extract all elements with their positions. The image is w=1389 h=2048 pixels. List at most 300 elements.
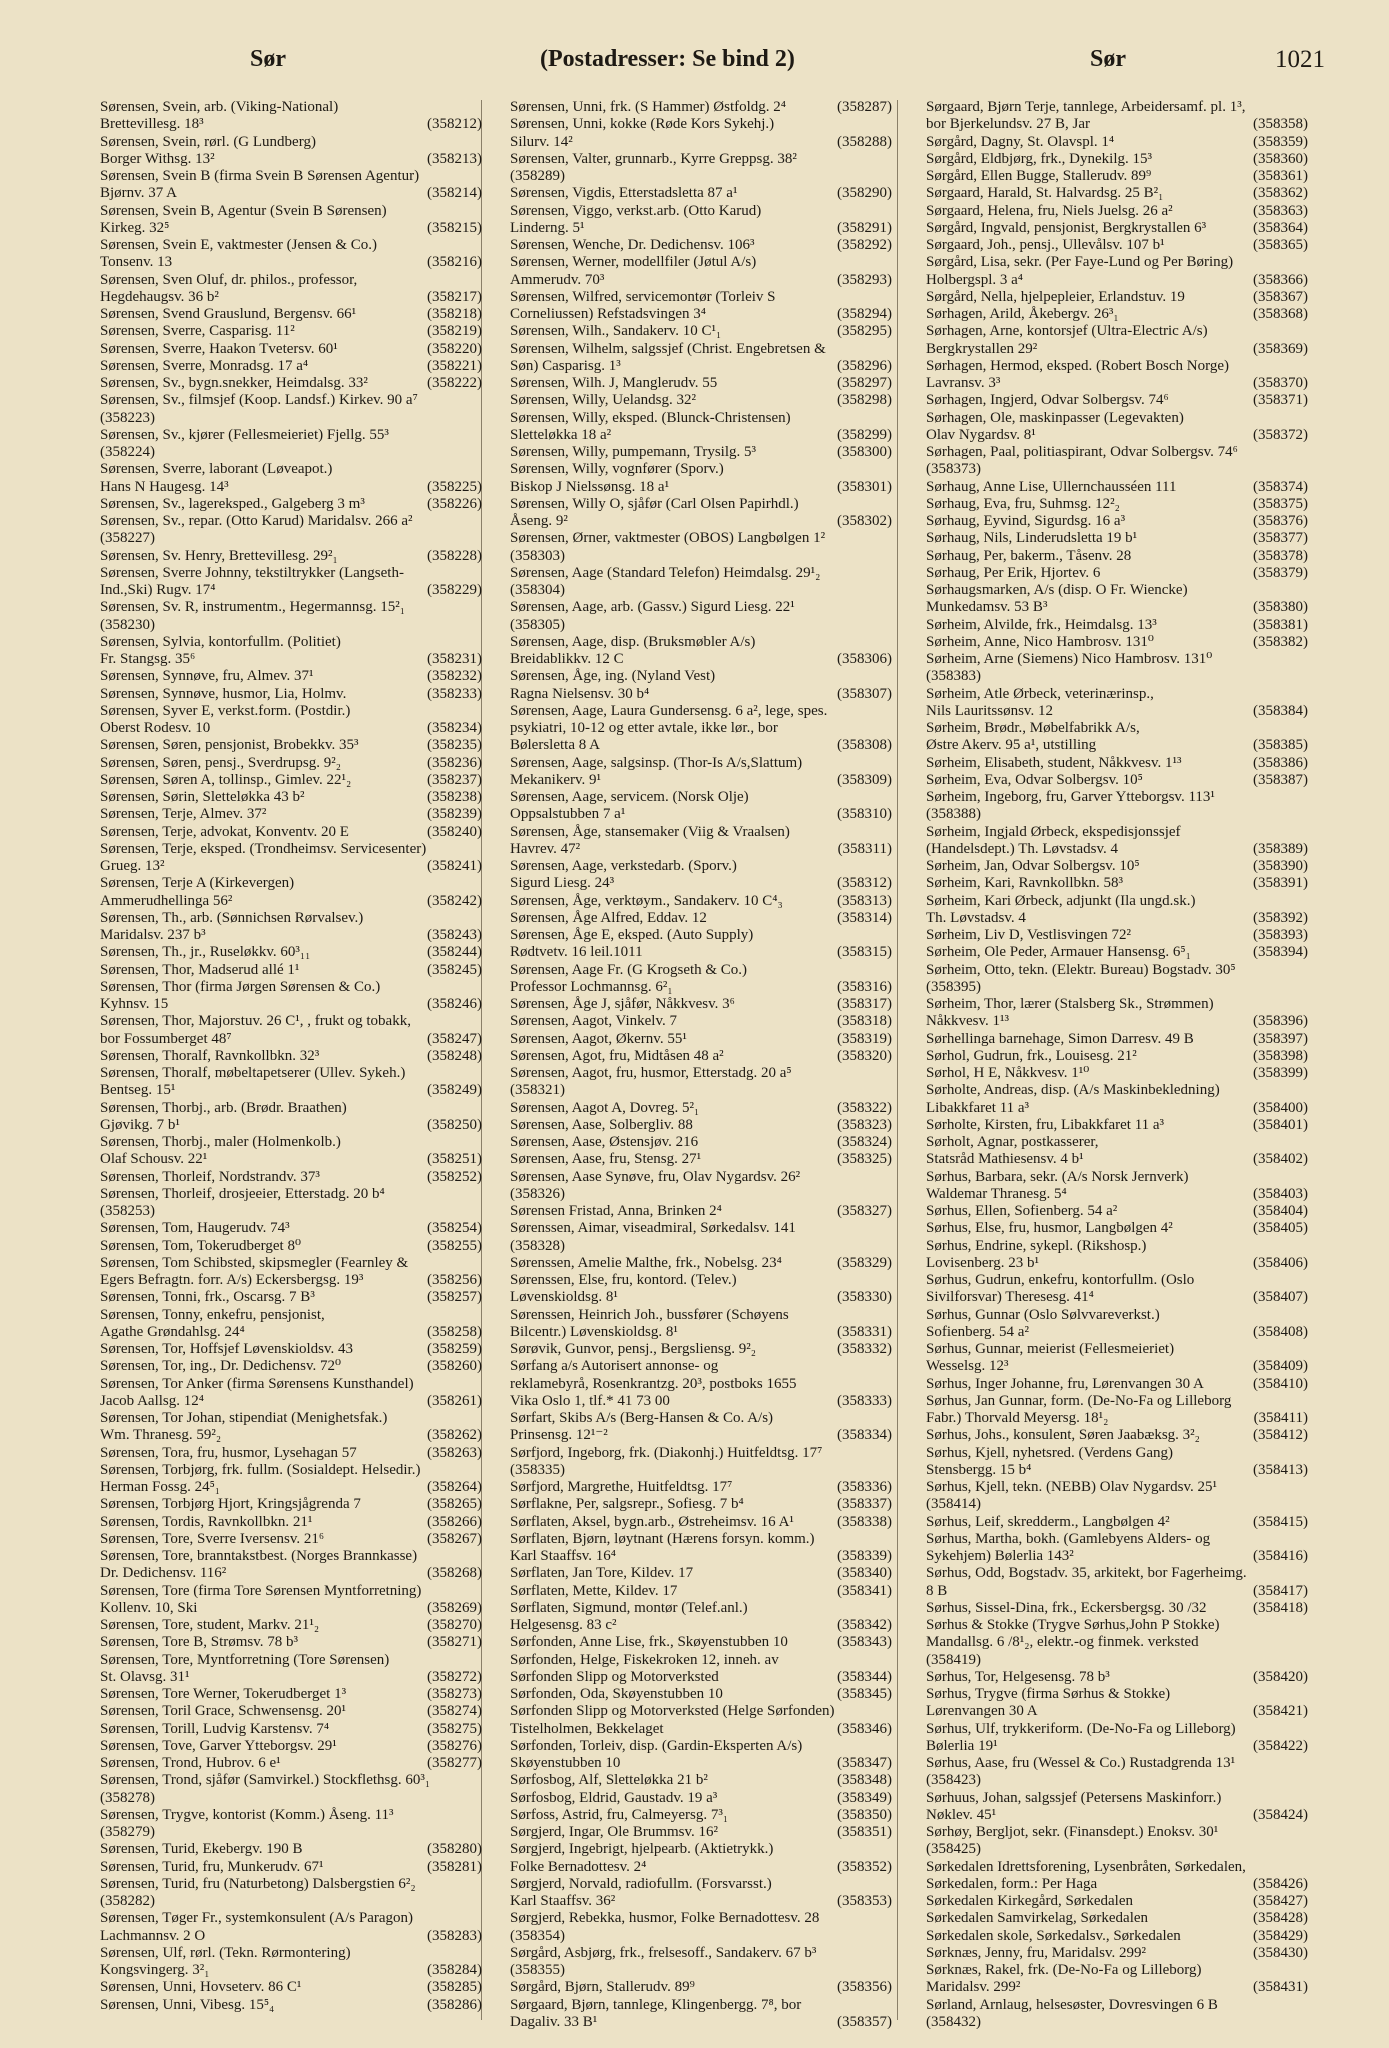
entry-line	[510, 582, 892, 599]
phone-number: (358214)	[427, 185, 482, 202]
phone-number: (358320)	[837, 1047, 892, 1064]
entry-line	[510, 1548, 892, 1565]
entry-line	[100, 1393, 482, 1410]
entry-line	[510, 289, 892, 306]
phone-number: (358338)	[837, 1513, 892, 1530]
entry-text: Sørensen, Viggo, verkst.arb. (Otto Karud)	[510, 202, 762, 219]
entry-text: Sørhus, Gunnar (Oslo Sølvvareverkst.)	[926, 1306, 1160, 1323]
entry-line	[926, 496, 1308, 513]
entry-line	[510, 1272, 892, 1289]
phone-number: (358238)	[427, 789, 482, 805]
phone-number: (358276)	[427, 1737, 482, 1754]
directory-entry	[74, 686, 482, 703]
phone-number: (358312)	[837, 875, 892, 892]
entry-line	[100, 548, 482, 565]
phone-number: (358393)	[1253, 927, 1308, 943]
entry-line	[100, 1859, 482, 1876]
phone-number: (358296)	[837, 357, 892, 374]
entry-text: Sørensen, Aage, arb. (Gassv.) Sigurd Liesg. 22¹	[510, 599, 795, 616]
entry-line	[926, 1703, 1308, 1720]
entry-line	[100, 254, 482, 271]
entry-line	[510, 1324, 892, 1341]
entry-text: Sørensen, Thor, Madserud allé 1¹	[100, 961, 300, 978]
entry-text: Sørensen, Ulf, rørl. (Tekn. Rørmontering)	[100, 1944, 351, 1961]
entry-line	[926, 651, 1308, 668]
entry-line	[100, 1841, 482, 1858]
directory-entry	[484, 1341, 892, 1358]
entry-line	[510, 1617, 892, 1634]
entry-line	[926, 875, 1308, 892]
entry-line	[926, 1427, 1308, 1444]
phone-number: (358410)	[1253, 1375, 1308, 1392]
entry-line	[100, 1151, 482, 1168]
phone-number: (358264)	[427, 1479, 482, 1495]
entry-text: (358373)	[926, 461, 981, 478]
entry-text: (358383)	[926, 668, 981, 685]
entry-text: Sørheim, Ingeborg, fru, Garver Ytteborgsv. 113¹	[926, 789, 1215, 805]
phone-number: (358222)	[427, 375, 482, 391]
phone-number: (358272)	[427, 1668, 482, 1685]
entry-line	[510, 151, 892, 168]
entry-line	[510, 1496, 892, 1513]
directory-entry	[484, 824, 892, 859]
entry-text: Olav Nygardsv. 8¹	[926, 426, 1036, 443]
entry-line	[510, 996, 892, 1013]
directory-entry	[900, 1531, 1308, 1566]
entry-text: Sørhus, Johs., konsulent, Søren Jaabæksg. 3²₂	[926, 1427, 1200, 1444]
entry-line	[510, 496, 892, 513]
entry-text: Sørensen, Th., jr., Ruseløkkv. 60³₁₁	[100, 944, 311, 961]
entry-text: Sørhagen, Arild, Åkebergv. 26³₁	[926, 306, 1119, 322]
entry-line	[926, 530, 1308, 547]
directory-entry	[74, 910, 482, 945]
entry-line	[100, 1186, 482, 1203]
phone-number: (358385)	[1253, 737, 1308, 754]
phone-number: (358259)	[427, 1341, 482, 1357]
phone-number: (358416)	[1253, 1548, 1308, 1564]
directory-entry	[74, 1307, 482, 1342]
directory-entry	[74, 944, 482, 961]
entry-line	[510, 1790, 892, 1807]
directory-entry	[74, 1772, 482, 1807]
phone-number: (358262)	[427, 1427, 482, 1444]
directory-entry	[900, 1220, 1308, 1237]
entry-text: Mandallsg. 6 /8¹₂, elektr.-og finmek. verksted	[926, 1634, 1199, 1651]
entry-line	[100, 306, 482, 323]
phone-number: (358353)	[837, 1893, 892, 1909]
entry-text: Sørhus, Else, fru, husmor, Langbølgen 4²	[926, 1220, 1173, 1237]
entry-line	[510, 910, 892, 927]
directory-entry	[900, 1790, 1308, 1825]
directory-entry	[74, 875, 482, 910]
entry-text: Waldemar Thranesg. 5⁴	[926, 1185, 1067, 1202]
entry-line	[926, 1772, 1308, 1789]
entry-text: Sørgård, Ingvald, pensjonist, Bergkrystallen 6³	[926, 219, 1207, 236]
entry-line	[510, 893, 892, 910]
entry-text: Havrev. 47²	[510, 840, 581, 857]
phone-number: (358232)	[427, 668, 482, 685]
directory-entry	[484, 1151, 892, 1168]
entry-text: Sivilforsvar) Theresesg. 41⁴	[926, 1289, 1094, 1306]
phone-number: (358399)	[1253, 1065, 1308, 1081]
directory-entry	[900, 651, 1308, 686]
phone-number: (358380)	[1253, 599, 1308, 616]
entry-text: Sørgaard, Harald, St. Halvardsg. 25 B²₁	[926, 185, 1164, 202]
phone-number: (358389)	[1253, 840, 1308, 857]
entry-line	[926, 1324, 1308, 1341]
entry-text: Sørensen, Thorbj., maler (Holmenkolb.)	[100, 1134, 341, 1150]
entry-line	[926, 1410, 1308, 1427]
phone-number: (358342)	[837, 1617, 892, 1633]
entry-text: Sørensen, Ørner, vaktmester (OBOS) Langbølgen 1²	[510, 530, 826, 547]
entry-line	[926, 1376, 1308, 1393]
directory-entry	[484, 375, 892, 392]
directory-entry	[484, 323, 892, 340]
phone-number: (358235)	[427, 737, 482, 754]
entry-line	[100, 858, 482, 875]
entry-line	[510, 1427, 892, 1444]
entry-text: Sørensen, Tove, Garver Ytteborgsv. 29¹	[100, 1737, 337, 1754]
directory-entry	[74, 824, 482, 841]
phone-number: (358406)	[1253, 1254, 1308, 1271]
entry-text: Karl Staaffsv. 36²	[510, 1893, 616, 1909]
directory-entry	[900, 1997, 1308, 2030]
phone-number: (358347)	[837, 1755, 892, 1771]
entry-line	[510, 185, 892, 202]
entry-text: Sørflaten, Mette, Kildev. 17	[510, 1582, 678, 1599]
phone-number: (358239)	[427, 806, 482, 823]
entry-line	[510, 806, 892, 823]
entry-text: Biskop J Nielssønsg. 18 a¹	[510, 478, 670, 495]
column-1	[74, 99, 482, 2029]
entry-line	[100, 875, 482, 892]
phone-number: (358398)	[1253, 1047, 1308, 1064]
directory-entry	[900, 151, 1308, 168]
phone-number: (358377)	[1253, 530, 1308, 547]
phone-number: (358427)	[1253, 1893, 1308, 1909]
entry-line	[510, 634, 892, 651]
entry-text: Sørensen, Sven Oluf, dr. philos., professor,	[100, 271, 358, 288]
entry-text: Sørheim, Jan, Odvar Solbergsv. 10⁵	[926, 858, 1140, 874]
entry-text: Sørensen, Synnøve, fru, Almev. 37¹	[100, 668, 314, 685]
phone-number: (358257)	[427, 1289, 482, 1306]
entry-text: Sørensen, Willy, pumpemann, Trysilg. 5³	[510, 444, 756, 460]
phone-number: (358360)	[1253, 150, 1308, 167]
entry-text: Sørøvik, Gunvor, pensj., Bergsliensg. 9²₂	[510, 1341, 756, 1357]
entry-text: Sørfang a/s Autorisert annonse- og	[510, 1358, 719, 1375]
directory-entry	[900, 996, 1308, 1031]
entry-text: (358304)	[510, 582, 565, 598]
entry-line	[510, 341, 892, 358]
directory-entry	[484, 703, 892, 755]
entry-text: Sørhus, Kjell, tekn. (NEBB) Olav Nygardsv. 25¹	[926, 1479, 1217, 1495]
directory-entry	[900, 565, 1308, 582]
phone-number: (358306)	[837, 651, 892, 667]
entry-text: Sørgård, Asbjørg, frk., frelsesoff., Sandakerv. 67 b³	[510, 1944, 817, 1961]
entry-line	[926, 755, 1308, 772]
phone-number: (358241)	[427, 858, 482, 874]
entry-text: Åseng. 9²	[510, 513, 568, 529]
entry-text: Sørensen, Åge, ing. (Nyland Vest)	[510, 668, 716, 685]
entry-text: Oberst Rodesv. 10	[100, 720, 211, 736]
entry-text: Sørensen, Terje A (Kirkevergen)	[100, 875, 295, 892]
phone-number: (358371)	[1253, 392, 1308, 409]
entry-text: Lavransv. 3³	[926, 375, 1001, 391]
entry-line	[510, 737, 892, 754]
entry-line	[100, 996, 482, 1013]
entry-text: Sørgaard, Bjørn, tannlege, Klingenbergg. 7⁸, bor	[510, 1996, 802, 2013]
entry-text: St. Olavsg. 31¹	[100, 1668, 190, 1685]
entry-text: Munkedamsv. 53 B³	[926, 599, 1048, 616]
entry-line	[100, 168, 482, 185]
entry-text: Sørensen, Unni, frk. (S Hammer) Østfoldg. 2⁴	[510, 99, 787, 115]
directory-entry	[900, 444, 1308, 479]
directory-entry	[74, 1289, 482, 1306]
entry-line	[926, 1962, 1308, 1979]
directory-entry	[900, 1427, 1308, 1444]
phone-number: (358234)	[427, 720, 482, 736]
entry-line	[510, 392, 892, 409]
directory-entry	[900, 479, 1308, 496]
entry-text: Sørensen, Trond, sjåfør (Samvirkel.) Stockflethsg. 60³₁	[100, 1772, 431, 1789]
directory-entry	[74, 1634, 482, 1651]
phone-number: (358336)	[837, 1479, 892, 1495]
entry-text: Sørfoss, Astrid, fru, Calmeyersg. 7³₁	[510, 1806, 729, 1823]
directory-entry	[74, 272, 482, 307]
entry-line	[100, 1548, 482, 1565]
phone-number: (358318)	[837, 1013, 892, 1030]
phone-number: (358260)	[427, 1358, 482, 1375]
directory-entry	[484, 927, 892, 962]
entry-text: Ammerudv. 70³	[510, 271, 605, 288]
entry-text: Sørgjerd, Ingar, Ole Brummsv. 16²	[510, 1824, 719, 1840]
entry-line	[926, 1134, 1308, 1151]
entry-line	[510, 1100, 892, 1117]
entry-line	[926, 1548, 1308, 1565]
phone-number: (358283)	[427, 1927, 482, 1944]
entry-line	[100, 530, 482, 547]
entry-line	[926, 858, 1308, 875]
phone-number: (358298)	[837, 392, 892, 409]
entry-line	[510, 1893, 892, 1910]
entry-text: Sørensen, Sv., kjører (Fellesmeieriet) Fjellg. 55³	[100, 426, 389, 443]
directory-entry	[74, 323, 482, 340]
entry-line	[510, 651, 892, 668]
phone-number: (358277)	[427, 1755, 482, 1771]
directory-entry	[484, 910, 892, 927]
directory-entry	[484, 341, 892, 376]
entry-line	[926, 1065, 1308, 1082]
directory-entry	[484, 1565, 892, 1582]
entry-line	[926, 1082, 1308, 1099]
entry-text: Sørensen, Søren, pensj., Sverdrupsg. 9²₂	[100, 754, 341, 771]
phone-number: (358404)	[1253, 1203, 1308, 1219]
entry-text: Sørhellinga barnehage, Simon Darresv. 49 B	[926, 1030, 1194, 1047]
entry-text: (358425)	[926, 1841, 981, 1858]
entry-line	[926, 1272, 1308, 1289]
directory-entry	[484, 392, 892, 409]
phone-number: (358311)	[837, 840, 892, 857]
entry-line	[510, 1945, 892, 1962]
entry-text: Kollenv. 10, Ski	[100, 1599, 198, 1616]
phone-number: (358285)	[427, 1979, 482, 1996]
phone-number: (358249)	[427, 1082, 482, 1099]
entry-text: Bølerlia 19¹	[926, 1737, 998, 1754]
entry-text: Sørfonden, Torleiv, disp. (Gardin-Eksperten A/s)	[510, 1737, 803, 1754]
directory-entry	[74, 1652, 482, 1687]
entry-line	[926, 254, 1308, 271]
running-head-right: Sør	[1090, 46, 1126, 72]
entry-text: Gjøvikg. 7 b¹	[100, 1116, 180, 1133]
entry-line	[926, 1565, 1308, 1582]
entry-text: Sørheim, Eva, Odvar Solbergsv. 10⁵	[926, 771, 1143, 788]
entry-line	[926, 151, 1308, 168]
directory-entry	[74, 962, 482, 979]
directory-entry	[484, 1634, 892, 1651]
entry-text: (358419)	[926, 1651, 981, 1668]
entry-text: Sørensen, Aagot, Økernv. 55¹	[510, 1030, 687, 1047]
entry-line	[510, 220, 892, 237]
entry-text: Bentseg. 15¹	[100, 1082, 176, 1099]
entry-line	[100, 1910, 482, 1927]
entry-line	[926, 582, 1308, 599]
entry-text: Sørgaard, Joh., pensj., Ullevålsv. 107 b¹	[926, 237, 1165, 253]
directory-entry	[900, 720, 1308, 755]
entry-line	[510, 530, 892, 547]
phone-number: (358313)	[837, 892, 892, 909]
page-number: 1021	[1275, 46, 1325, 73]
entry-text: Sørensen, Thor (firma Jørgen Sørensen & Co.)	[100, 978, 381, 995]
entry-line	[510, 824, 892, 841]
entry-text: Sørensen, Tore, student, Markv. 21¹₂	[100, 1617, 320, 1633]
phone-number: (358294)	[837, 306, 892, 322]
entry-line	[510, 1169, 892, 1186]
entry-text: Stensbergg. 15 b⁴	[926, 1461, 1032, 1478]
entry-text: Sørheim, Ole Peder, Armauer Hansensg. 6⁵₁	[926, 944, 1191, 961]
entry-line	[100, 513, 482, 530]
directory-entry	[484, 1117, 892, 1134]
entry-line	[100, 806, 482, 823]
entry-text: (358328)	[510, 1237, 565, 1254]
entry-text: Ammerudhellinga 56²	[100, 892, 233, 909]
entry-line	[100, 1289, 482, 1306]
directory-entry	[484, 1445, 892, 1480]
directory-entry	[74, 99, 482, 134]
entry-line	[100, 1031, 482, 1048]
entry-text: Sørhus, Trygve (firma Sørhus & Stokke)	[926, 1686, 1171, 1702]
entry-text: Prinsensg. 12¹⁻²	[510, 1427, 608, 1444]
entry-line	[100, 1324, 482, 1341]
entry-text: Sørensen, Sverre, laborant (Løveapot.)	[100, 461, 333, 478]
phone-number: (358415)	[1253, 1513, 1308, 1530]
entry-text: Sørensen, Thorleif, Nordstrandv. 37³	[100, 1168, 320, 1185]
directory-entry	[900, 582, 1308, 617]
entry-text: Sørheim, Elisabeth, student, Nåkkvesv. 1¹³	[926, 754, 1182, 771]
entry-line	[926, 220, 1308, 237]
phone-number: (358333)	[837, 1392, 892, 1409]
entry-line	[926, 824, 1308, 841]
directory-entry	[74, 1169, 482, 1186]
entry-text: Sørensen, Sv., bygn.snekker, Heimdalsg. 33²	[100, 375, 368, 391]
directory-entry	[484, 565, 892, 600]
entry-text: Bergkrystallen 29²	[926, 340, 1038, 357]
directory-entry	[484, 1945, 892, 1980]
phone-number: (358340)	[837, 1565, 892, 1582]
directory-entry	[74, 203, 482, 238]
directory-entry	[900, 254, 1308, 289]
directory-entry	[900, 1376, 1308, 1393]
directory-entry	[74, 1721, 482, 1738]
phone-number: (358309)	[837, 771, 892, 788]
phone-number: (358409)	[1253, 1358, 1308, 1375]
directory-entry	[74, 1065, 482, 1100]
directory-entry	[900, 1117, 1308, 1134]
phone-number: (358237)	[427, 771, 482, 788]
entry-text: Sørensen, Tore, Myntforretning (Tore Sørensen)	[100, 1651, 390, 1668]
directory-entry	[484, 289, 892, 324]
entry-text: Sørensen, Tøger Fr., systemkonsulent (A/s Paragon)	[100, 1910, 414, 1927]
entry-line	[100, 755, 482, 772]
entry-line	[926, 1186, 1308, 1203]
directory-entry	[74, 1686, 482, 1703]
phone-number: (358396)	[1253, 1013, 1308, 1030]
entry-text: Sørensen, Torbjørg Hjort, Kringsjågrenda 7	[100, 1496, 361, 1513]
entry-text: Sørhus & Stokke (Trygve Sørhus,John P Stokke)	[926, 1617, 1220, 1633]
directory-entry	[74, 1548, 482, 1583]
entry-text: (358414)	[926, 1496, 981, 1513]
phone-number: (358341)	[837, 1582, 892, 1599]
entry-text: Sørhus, Martha, bokh. (Gamlebyens Alders- og	[926, 1530, 1211, 1547]
entry-line	[100, 927, 482, 944]
entry-line	[926, 806, 1308, 823]
entry-text: Sørheim, Liv D, Vestlisvingen 72²	[926, 927, 1132, 943]
directory-entry	[900, 1910, 1308, 1927]
entry-line	[926, 668, 1308, 685]
entry-line	[100, 1272, 482, 1289]
entry-line	[100, 703, 482, 720]
directory-entry	[484, 1013, 892, 1030]
phone-number: (358412)	[1253, 1427, 1308, 1444]
directory-entry	[74, 1341, 482, 1358]
entry-text: Sørensen, Wenche, Dr. Dedichensv. 106³	[510, 237, 755, 253]
entry-line	[100, 1376, 482, 1393]
phone-number: (358256)	[427, 1272, 482, 1288]
entry-text: Sørensen, Aage, verkstedarb. (Sporv.)	[510, 858, 737, 874]
entry-line	[510, 1134, 892, 1151]
entry-text: Sørheim, Kari Ørbeck, adjunkt (Ila ungd.sk.)	[926, 892, 1196, 909]
entry-line	[926, 1997, 1308, 2014]
directory-entry	[900, 1721, 1308, 1756]
directory-entry	[74, 1376, 482, 1411]
directory-entry	[484, 1479, 892, 1496]
entry-text: Sørkedalen Samvirkelag, Sørkedalen	[926, 1910, 1149, 1927]
entry-text: Sørhagen, Ole, maskinpasser (Legevakten)	[926, 409, 1184, 426]
directory-entry	[900, 392, 1308, 409]
entry-line	[510, 875, 892, 892]
entry-text: Folke Bernadottesv. 2⁴	[510, 1858, 647, 1875]
entry-line	[100, 1634, 482, 1651]
directory-entry	[74, 168, 482, 203]
directory-entry	[484, 1203, 892, 1220]
directory-entry	[900, 1082, 1308, 1117]
entry-text: (358305)	[510, 616, 565, 633]
entry-text: Sørensen, Unni, Hovseterv. 86 C¹	[100, 1979, 302, 1996]
entry-line	[100, 1669, 482, 1686]
entry-line	[926, 1531, 1308, 1548]
phone-number: (358350)	[837, 1806, 892, 1823]
entry-text: Sørensen, Sverre, Haakon Tvetersv. 60¹	[100, 340, 338, 357]
entry-text: Sørensen, Tor Anker (firma Sørensens Kunsthandel)	[100, 1375, 414, 1392]
